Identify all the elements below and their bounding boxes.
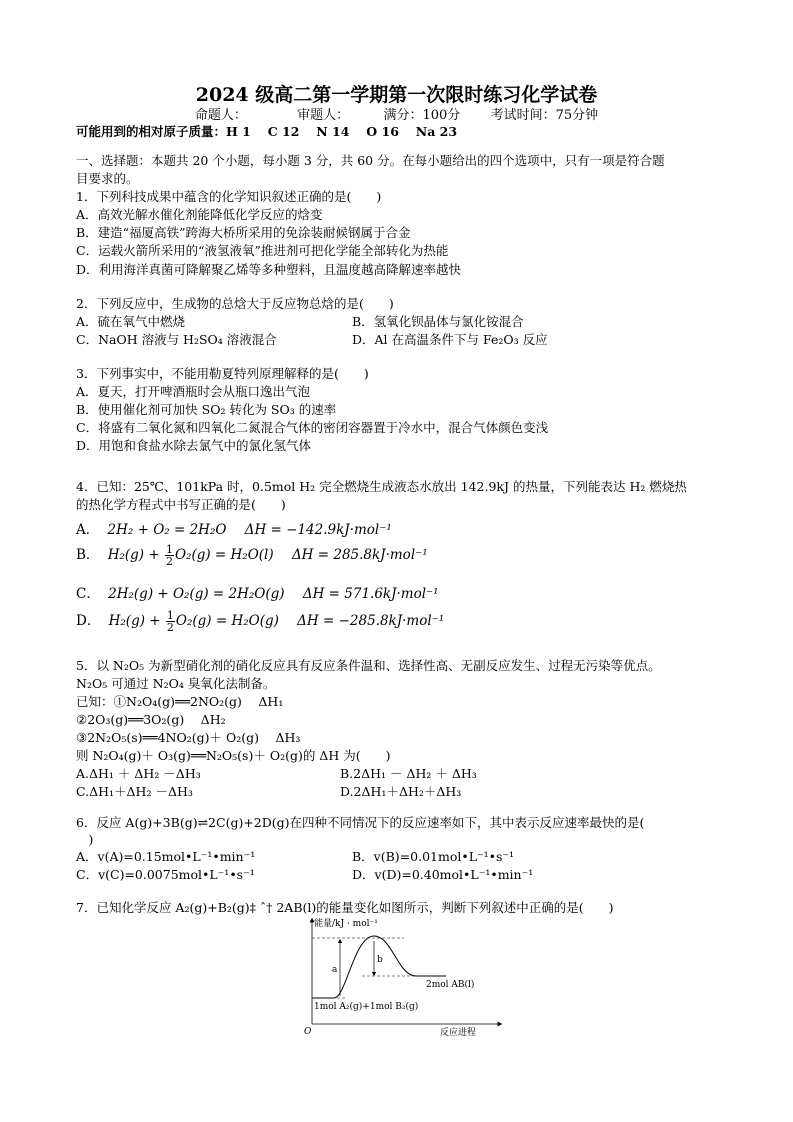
q7-stem: 7．已知化学反应 A₂(g)+B₂(g)‡ ˆ† 2AB(l)的能量变化如图所示，判断下列叙述中正确的是( ): [76, 900, 614, 915]
q4-option-c-label: C．: [76, 586, 100, 602]
q3-stem: 3．下列事实中，不能用勒夏特列原理解释的是( ): [76, 366, 369, 381]
q2-option-c: C．NaOH 溶液与 H₂SO₄ 溶液混合: [76, 332, 277, 347]
atomic-masses: 可能用到的相对原子质量：H 1 C 12 N 14 O 16 Na 23: [76, 124, 458, 139]
q1-option-a: A．高效光解水催化剂能降低化学反应的焓变: [76, 207, 323, 222]
q4-option-a-equation: 2H₂ + O₂ = 2H₂O: [107, 522, 227, 538]
q3-option-a: A．夏天，打开啤酒瓶时会从瓶口逸出气泡: [76, 384, 311, 399]
q5-option-a: A.ΔH₁ ＋ ΔH₂ －ΔH₃: [76, 766, 201, 781]
energy-diagram: [300, 914, 510, 1038]
q5-given-2: ②2O₃(g)══3O₂(g) ΔH₂: [76, 712, 226, 727]
q2-option-a: A．硫在氧气中燃烧: [76, 314, 186, 329]
q4-option-b-frac-top: 1: [165, 543, 173, 556]
q2-option-b: B．氢氧化钡晶体与氯化铵混合: [352, 314, 524, 329]
q4-option-d-frac-top: 1: [166, 609, 174, 622]
y-axis-label: 能量/kJ · mol⁻¹: [314, 919, 378, 929]
q5-option-c: C.ΔH₁＋ΔH₂ －ΔH₃: [76, 784, 193, 799]
q1-option-c: C．运载火箭所采用的“液氢液氧”推进剂可把化学能全部转化为热能: [76, 243, 449, 258]
q5-stem-line1: 5．以 N₂O₅ 为新型硝化剂的硝化反应具有反应条件温和、选择性高、无副反应发生、过程无污染等优点。: [76, 658, 661, 673]
q4-option-a-label: A．: [76, 522, 100, 538]
q4-stem-line1: 4．已知：25℃、101kPa 时，0.5mol H₂ 完全燃烧生成液态水放出 142.9kJ 的热量，下列能表达 H₂ 燃烧热: [76, 479, 687, 494]
q6-stem-line1: 6．反应 A(g)+3B(g)⇌2C(g)+2D(g)在四种不同情况下的反应速率如下，其中表示反应速率最快的是(: [76, 815, 645, 830]
q1-option-d: D．利用海洋真菌可降解聚乙烯等多种塑料，且温度越高降解速率越快: [76, 262, 462, 277]
q6-option-a: A．v(A)=0.15mol•L⁻¹•min⁻¹: [76, 849, 256, 864]
product-label: 2mol AB(l): [426, 980, 475, 990]
section-intro-line1: 一、选择题：本题共 20 个小题，每小题 3 分，共 60 分。在每小题给出的四个选项中，只有一项是符合题: [76, 153, 665, 168]
q5-ask: 则 N₂O₄(g)＋ O₃(g)══N₂O₅(s)＋ O₂(g)的 ΔH 为( ): [76, 748, 391, 763]
label-b: b: [377, 955, 383, 965]
q4-option-b-fraction: [165, 544, 174, 567]
q1-stem: 1．下列科技成果中蕴含的化学知识叙述正确的是( ): [76, 189, 382, 204]
section-intro-line2: 目要求的。: [76, 171, 139, 186]
label-a: a: [332, 965, 338, 975]
q4-option-b: [76, 543, 428, 567]
q4-option-d-eq-right: O₂(g) = H₂O(g): [175, 613, 279, 629]
q6-stem-line2: ): [76, 832, 94, 847]
q6-option-b: B．v(B)=0.01mol•L⁻¹•s⁻¹: [352, 849, 515, 864]
q5-option-b: B.2ΔH₁ － ΔH₂ ＋ ΔH₃: [340, 766, 477, 781]
q4-option-c-equation: 2H₂(g) + O₂(g) = 2H₂O(g): [108, 586, 285, 602]
q4-option-b-frac-bottom: 2: [165, 555, 173, 568]
full-score: 满分：100分: [383, 108, 461, 123]
q6-option-d: D．v(D)=0.40mol•L⁻¹•min⁻¹: [352, 867, 534, 882]
q4-option-c-enthalpy: ΔH = 571.6kJ·mol⁻¹: [302, 586, 439, 602]
q4-option-b-eq-left: H₂(g) +: [107, 547, 164, 563]
q4-option-a: [76, 518, 392, 538]
reviewer-label: 审题人：: [297, 108, 350, 123]
q4-option-b-eq-right: O₂(g) = H₂O(l): [174, 547, 274, 563]
q5-stem-line2: N₂O₅ 可通过 N₂O₄ 臭氧化法制备。: [76, 676, 276, 691]
q3-option-b: B．使用催化剂可加快 SO₂ 转化为 SO₃ 的速率: [76, 402, 337, 417]
q4-option-d-enthalpy: ΔH = −285.8kJ·mol⁻¹: [297, 613, 445, 629]
q4-option-d: [76, 609, 444, 633]
author-label: 命题人：: [194, 108, 247, 123]
exam-time: 考试时间：75分钟: [490, 108, 599, 123]
q4-option-b-label: B．: [76, 547, 100, 563]
q4-option-b-enthalpy: ΔH = 285.8kJ·mol⁻¹: [291, 547, 428, 563]
q4-option-d-eq-left: H₂(g) +: [108, 613, 165, 629]
q4-option-d-frac-bottom: 2: [166, 621, 174, 634]
q5-given-1: 已知：①N₂O₄(g)══2NO₂(g) ΔH₁: [76, 694, 284, 709]
q3-option-c: C．将盛有二氧化氮和四氧化二氮混合气体的密闭容器置于冷水中，混合气体颜色变浅: [76, 420, 549, 435]
q6-option-c: C．v(C)=0.0075mol•L⁻¹•s⁻¹: [76, 867, 255, 882]
origin-label: O: [304, 1027, 312, 1037]
q4-stem-line2: 的热化学方程式中书写正确的是( ): [76, 497, 286, 512]
q3-option-d: D．用饱和食盐水除去氯气中的氯化氢气体: [76, 438, 312, 453]
exam-info: [0, 104, 793, 123]
q5-given-3: ③2N₂O₅(s)══4NO₂(g)＋ O₂(g) ΔH₃: [76, 730, 301, 745]
page-title: 2024 级高二第一学期第一次限时练习化学试卷: [195, 84, 598, 106]
q4-option-c: [76, 582, 439, 602]
q4-option-a-enthalpy: ΔH = −142.9kJ·mol⁻¹: [244, 522, 392, 538]
q2-option-d: D．Al 在高温条件下与 Fe₂O₃ 反应: [352, 332, 548, 347]
x-axis-label: 反应进程: [440, 1028, 477, 1038]
q2-stem: 2．下列反应中，生成物的总焓大于反应物总焓的是( ): [76, 296, 394, 311]
q4-option-d-fraction: [166, 610, 175, 633]
q1-option-b: B．建造“福厦高铁”跨海大桥所采用的免涂装耐候钢属于合金: [76, 225, 411, 240]
reactant-label: 1mol A₂(g)+1mol B₂(g): [314, 1002, 419, 1012]
q4-option-d-label: D．: [76, 613, 101, 629]
q5-option-d: D.2ΔH₁＋ΔH₂＋ΔH₃: [340, 784, 462, 799]
